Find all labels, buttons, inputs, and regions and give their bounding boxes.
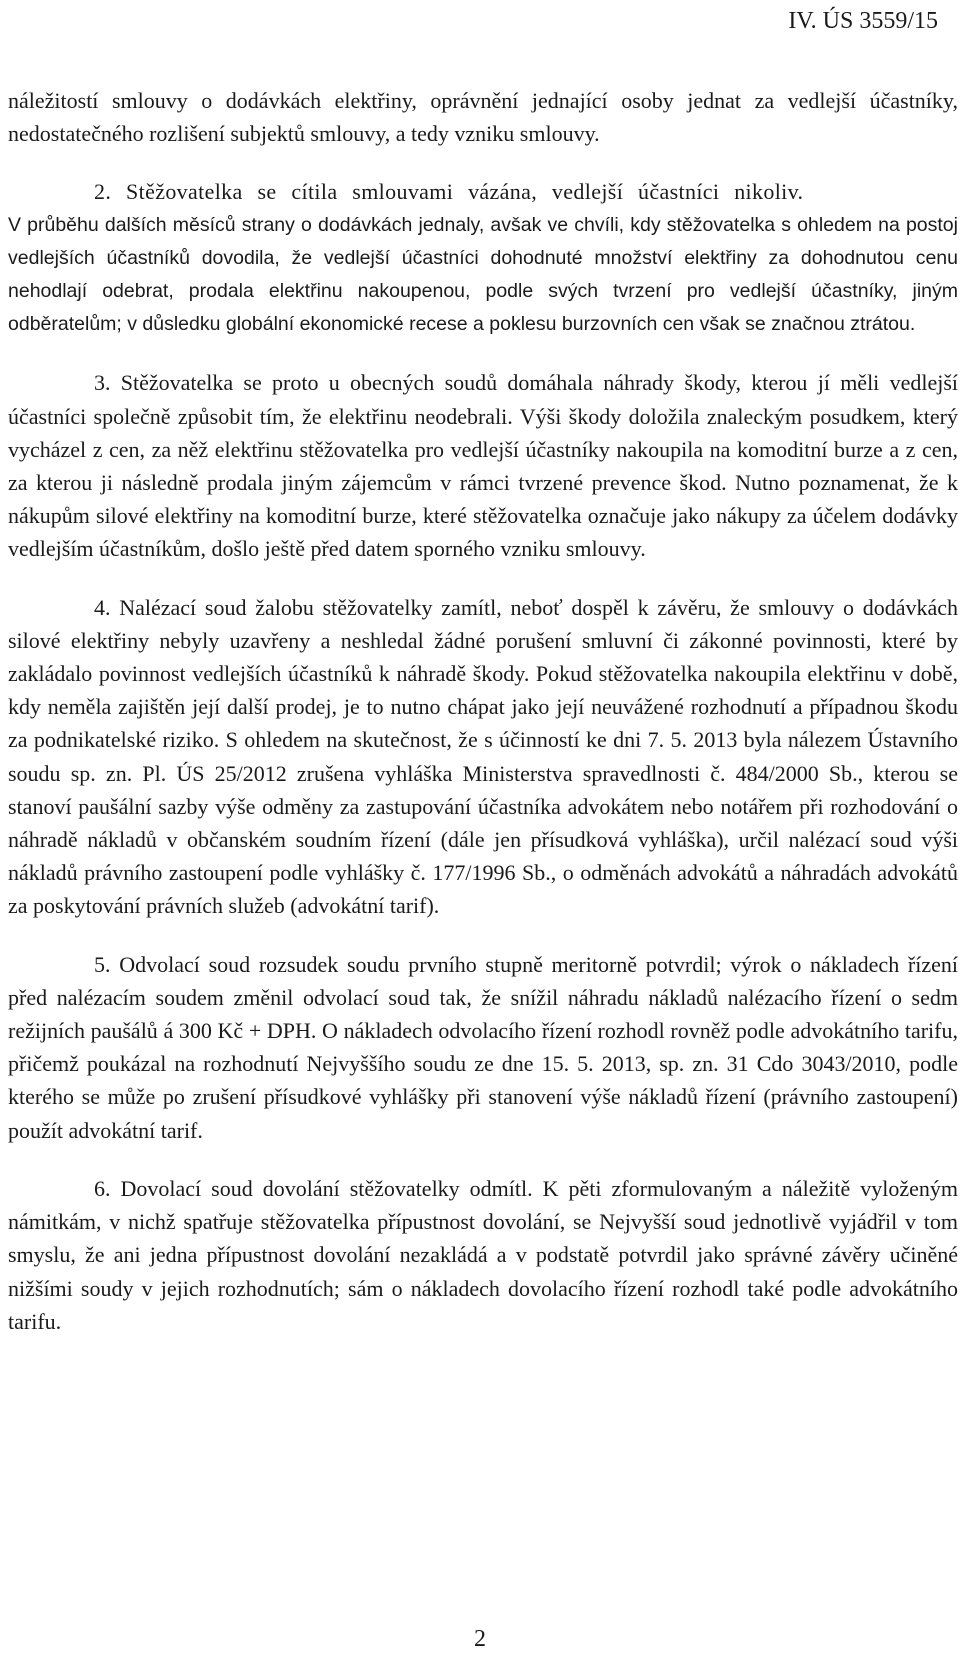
case-number-header: IV. ÚS 3559/15 <box>788 8 938 34</box>
page-number: 2 <box>474 1626 486 1652</box>
paragraph-continuation: náležitostí smlouvy o dodávkách elektřiny, oprávnění jednající osoby jednat za vedlejší účastníky, nedostatečného rozlišení subjektů smlouvy, a tedy vzniku smlouvy. <box>8 88 958 147</box>
paragraph-4: 4. Nalézací soud žalobu stěžovatelky zamítl, neboť dospěl k závěru, že smlouvy o dodávkách silové elektřiny nebyly uzavřeny a neshledal žádné porušení smluvní či zákonné povinnosti, které by zakládalo povinnost vedlejších účastníků k náhradě škody. Pokud stěžovatelka nakoupila elektřinu v době, kdy neměla zajištěn její další prodej, je to nutno chápat jako její neuvážené rozhodnutí a případnou škodu za podnikatelské riziko. S ohledem na skutečnost, že s účinností ke dni 7. 5. 2013 byla nálezem Ústavního soudu sp. zn. Pl. ÚS 25/2012 zrušena vyhláška Ministerstva spravedlnosti č. 484/2000 Sb., kterou se stanoví paušální sazby výše odměny za zastupování účastníka advokátem nebo notářem při rozhodování o náhradě nákladů v občanském soudním řízení (dále jen přísudková vyhláška), určil nalézací soud výši nákladů právního zastoupení podle vyhlášky č. 177/1996 Sb., o odměnách advokátů a náhradách advokátů za poskytování právních služeb (advokátní tarif). <box>8 594 958 919</box>
paragraph-2-intro: 2. Stěžovatelka se cítila smlouvami vázána, vedlejší účastníci nikoliv. <box>94 179 804 205</box>
document-body <box>8 84 958 1338</box>
paragraph-5: 5. Odvolací soud rozsudek soudu prvního stupně meritorně potvrdil; výrok o nákladech řízení před nalézacím soudem změnil odvolací soud tak, že snížil náhradu nákladů nalézacího řízení o sedm režijních paušálů á 300 Kč + DPH. O nákladech odvolacího řízení rozhodl rovněž podle advokátního tarifu, přičemž poukázal na rozhodnutí Nejvyššího soudu ze dne 15. 5. 2013, sp. zn. 31 Cdo 3043/2010, podle kterého se může po zrušení přísudkové vyhlášky při stanovení výše nákladů řízení (právního zastoupení) použít advokátní tarif. <box>8 951 958 1143</box>
paragraph-3: 3. Stěžovatelka se proto u obecných soudů domáhala náhrady škody, kterou jí měli vedlejší účastníci společně způsobit tím, že elektřinu neodebrali. Výši škody doložila znaleckým posudkem, který vycházel z cen, za něž elektřinu stěžovatelka pro vedlejší účastníky nakoupila na komoditní burze a z cen, za kterou ji následně prodala jiným zájemcům v rámci tvrzené prevence škod. Nutno poznamenat, že k nákupům silové elektřiny na komoditní burze, které stěžovatelka označuje jako nákupy za účelem dodávky vedlejším účastníkům, došlo ještě před datem sporného vzniku smlouvy. <box>8 370 958 562</box>
paragraph-6: 6. Dovolací soud dovolání stěžovatelky odmítl. K pěti zformulovaným a náležitě vyloženým námitkám, v nichž spatřuje stěžovatelka přípustnost dovolání, se Nejvyšší soud jednotlivě vyjádřil v tom smyslu, že ani jedna přípustnost dovolání nezakládá a v podstatě potvrdil jako správné závěry učiněné nižšími soudy v jejich rozhodnutích; sám o nákladech dovolacího řízení rozhodl také podle advokátního tarifu. <box>8 1175 958 1334</box>
paragraph-2-body: V průběhu dalších měsíců strany o dodávkách jednaly, avšak ve chvíli, kdy stěžovatelka s ohledem na postoj vedlejších účastníků dovodila, že vedlejší účastníci dohodnuté množství elektřiny za dohodnutou cenu nehodlají odebrat, prodala elektřinu nakoupenou, podle svých tvrzení pro vedlejší účastníky, jiným odběratelům; v důsledku globální ekonomické recese a poklesu burzovních cen však se značnou ztrátou. <box>8 213 958 336</box>
